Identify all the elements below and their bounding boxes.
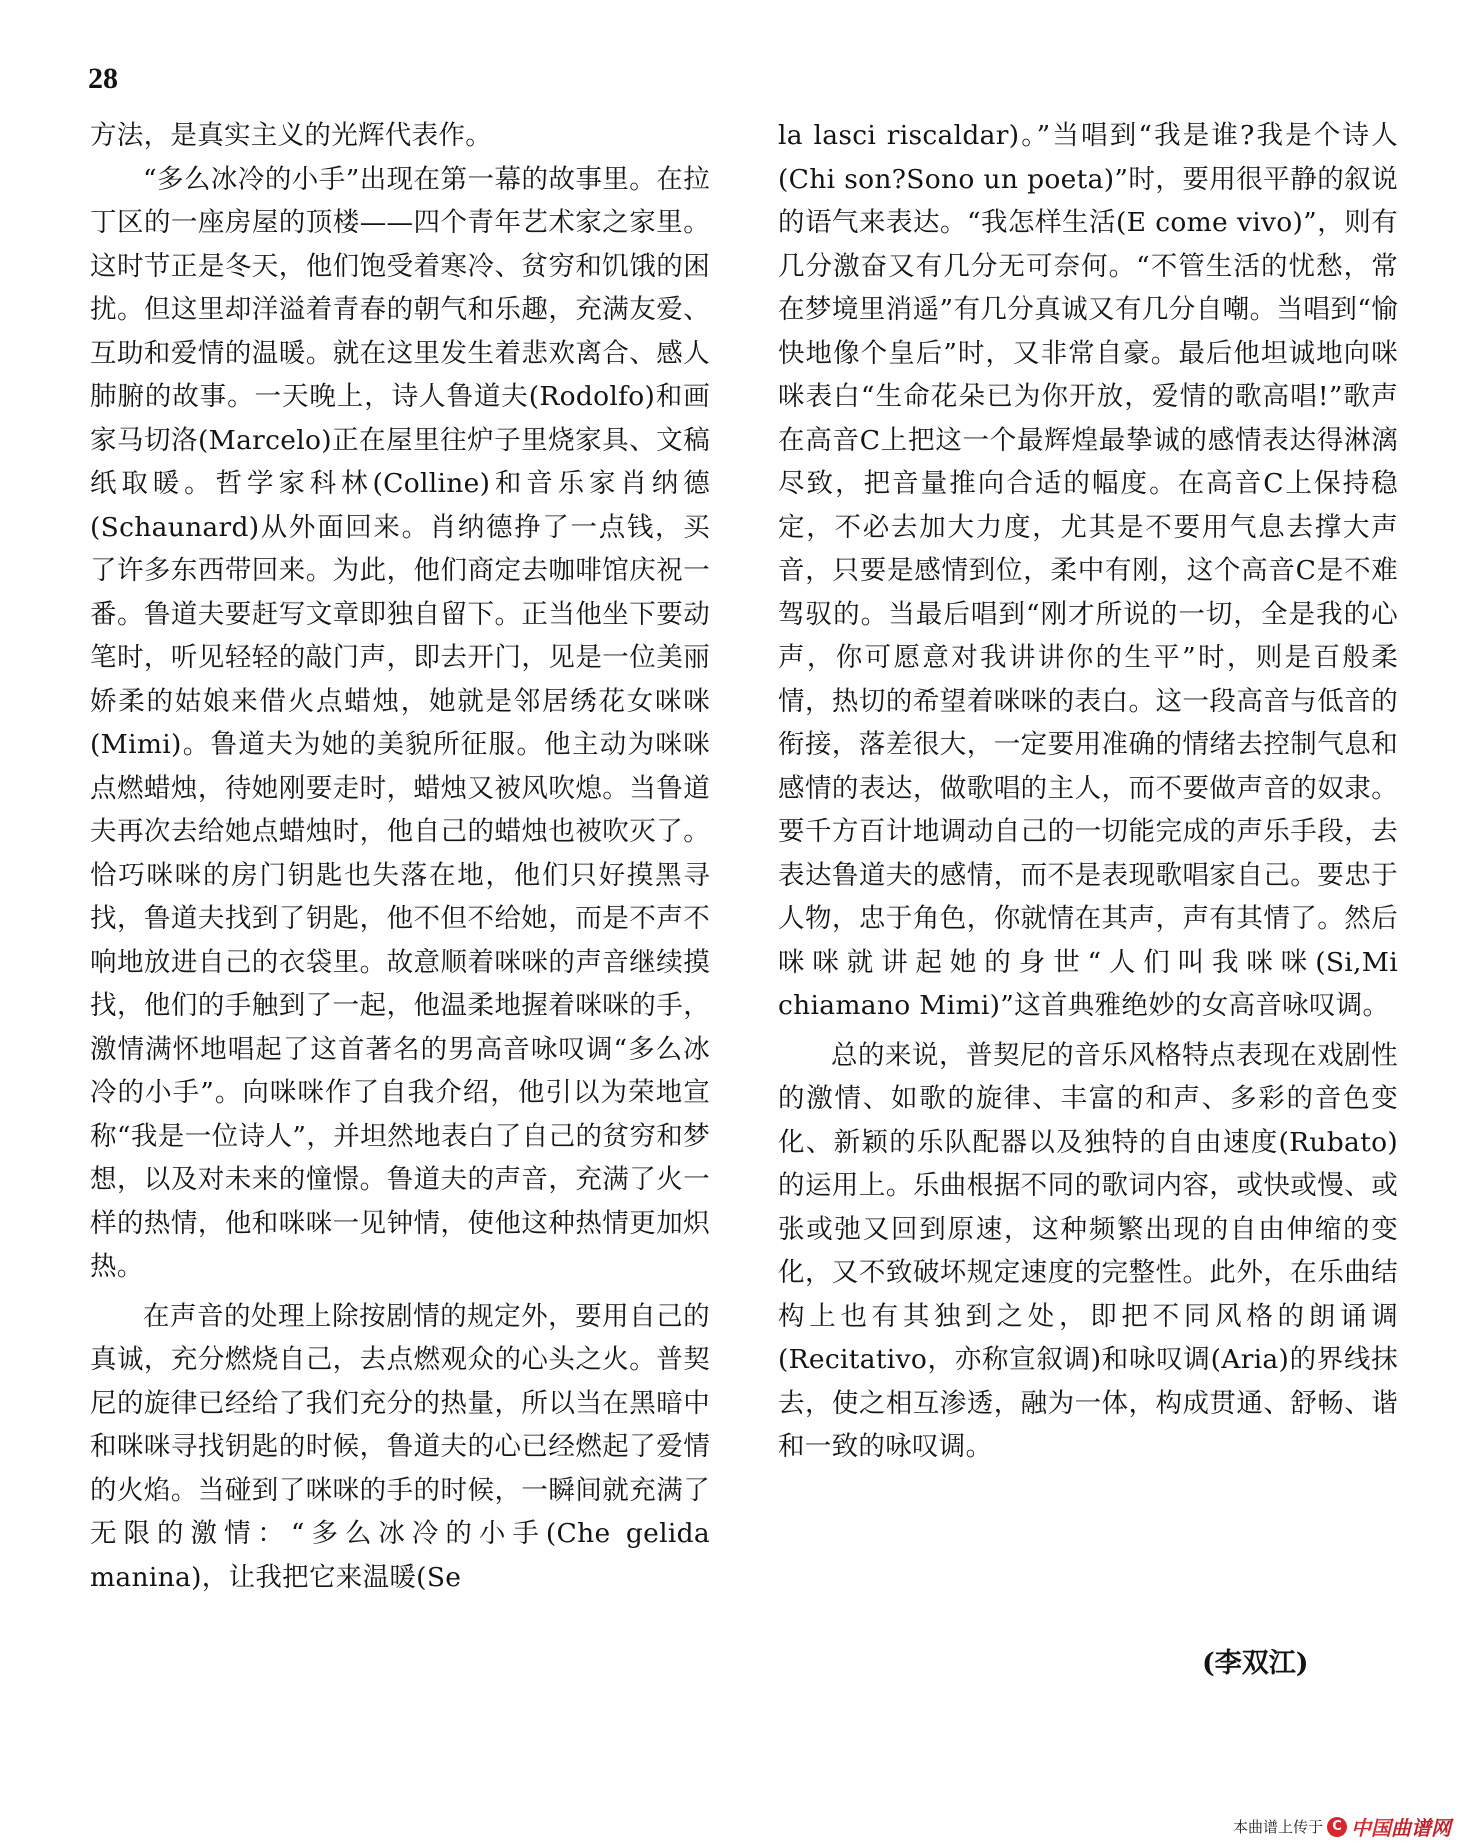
site-logo-icon: C (1327, 1817, 1347, 1837)
paragraph: 在声音的处理上除按剧情的规定外，要用自己的真诚，充分燃烧自己，去点燃观众的心头之火。普契尼的旋律已经给了我们充分的热量，所以当在黑暗中和咪咪寻找钥匙的时候，鲁道夫的心已经燃起了爱情的火焰。当碰到了咪咪的手的时候，一瞬间就充满了无限的激情：“多么冰冷的小手(Che gelida manina)，让我把它来温暖(Se (90, 1300, 710, 1593)
left-column (90, 114, 710, 1599)
paragraph: la lasci riscaldar)。”当唱到“我是谁?我是个诗人(Chi son?Sono un poeta)”时，要用很平静的叙说的语气来表达。“我怎样生活(E come vivo)”，则有几分激奋又有几分无可奈何。“不管生活的忧愁，常在梦境里消遥”有几分真诚又有几分自嘲。当唱到“愉快地像个皇后”时，又非常自豪。最后他坦诚地向咪咪表白“生命花朵已为你开放，爱情的歌高唱!”歌声在高音C上把这一个最辉煌最挚诚的感情表达得淋漓尽致，把音量推向合适的幅度。在高音C上保持稳定，不必去加大力度，尤其是不要用气息去撑大声音，只要是感情到位，柔中有刚，这个高音C是不难驾驭的。当最后唱到“刚才所说的一切，全是我的心声，你可愿意对我讲讲你的生平”时，则是百般柔情，热切的希望着咪咪的表白。这一段高音与低音的衔接，落差很大，一定要用准确的情绪去控制气息和感情的表达，做歌唱的主人，而不要做声音的奴隶。要千方百计地调动自己的一切能完成的声乐手段，去表达鲁道夫的感情，而不是表现歌唱家自己。要忠于人物，忠于角色，你就情在其声，声有其情了。然后咪咪就讲起她的身世“人们叫我咪咪(Si,Mi chiamano Mimi)”这首典雅绝妙的女高音咏叹调。 (778, 120, 1398, 1021)
right-column (778, 114, 1398, 1469)
footer-text: 本曲谱上传于 (1232, 1818, 1323, 1836)
site-logo-site: 曲谱网 (1391, 1816, 1451, 1840)
site-logo-cn: 中国 (1351, 1816, 1391, 1840)
paragraph: “多么冰冷的小手”出现在第一幕的故事里。在拉丁区的一座房屋的顶楼——四个青年艺术家之家里。这时节正是冬天，他们饱受着寒冷、贫穷和饥饿的困扰。但这里却洋溢着青春的朝气和乐趣，充满友爱、互助和爱情的温暖。就在这里发生着悲欢离合、感人肺腑的故事。一天晚上，诗人鲁道夫(Rodolfo)和画家马切洛(Marcelo)正在屋里往炉子里烧家具、文稿纸取暖。哲学家科林(Colline)和音乐家肖纳德(Schaunard)从外面回来。肖纳德挣了一点钱，买了许多东西带回来。为此，他们商定去咖啡馆庆祝一番。鲁道夫要赶写文章即独自留下。正当他坐下要动笔时，听见轻轻的敲门声，即去开门，见是一位美丽娇柔的姑娘来借火点蜡烛，她就是邻居绣花女咪咪(Mimi)。鲁道夫为她的美貌所征服。他主动为咪咪点燃蜡烛，待她刚要走时，蜡烛又被风吹熄。当鲁道夫再次去给她点蜡烛时，他自己的蜡烛也被吹灭了。恰巧咪咪的房门钥匙也失落在地，他们只好摸黑寻找，鲁道夫找到了钥匙，他不但不给她，而是不声不响地放进自己的衣袋里。故意顺着咪咪的声音继续摸找，他们的手触到了一起，他温柔地握着咪咪的手，激情满怀地唱起了这首著名的男高音咏叹调“多么冰冷的小手”。向咪咪作了自我介绍，他引以为荣地宣称“我是一位诗人”，并坦然地表白了自己的贫穷和梦想，以及对未来的憧憬。鲁道夫的声音，充满了火一样的热情，他和咪咪一见钟情，使他这种热情更加炽热。 (90, 163, 710, 1282)
page-number: 28 (88, 62, 118, 95)
author-signature: (李双江) (1202, 1648, 1309, 1679)
paragraph: 方法，是真实主义的光辉代表作。 (90, 120, 492, 151)
footer-watermark (1233, 1812, 1451, 1841)
paragraph: 总的来说，普契尼的音乐风格特点表现在戏剧性的激情、如歌的旋律、丰富的和声、多彩的音色变化、新颖的乐队配器以及独特的自由速度(Rubato)的运用上。乐曲根据不同的歌词内容，或快或慢、或张或弛又回到原速，这种频繁出现的自由伸缩的变化，又不致破坏规定速度的完整性。此外，在乐曲结构上也有其独到之处，即把不同风格的朗诵调(Recitativo，亦称宣叙调)和咏叹调(Aria)的界线抹去，使之相互渗透，融为一体，构成贯通、舒畅、谐和一致的咏叹调。 (778, 1039, 1398, 1462)
site-logo-text (1351, 1812, 1451, 1841)
